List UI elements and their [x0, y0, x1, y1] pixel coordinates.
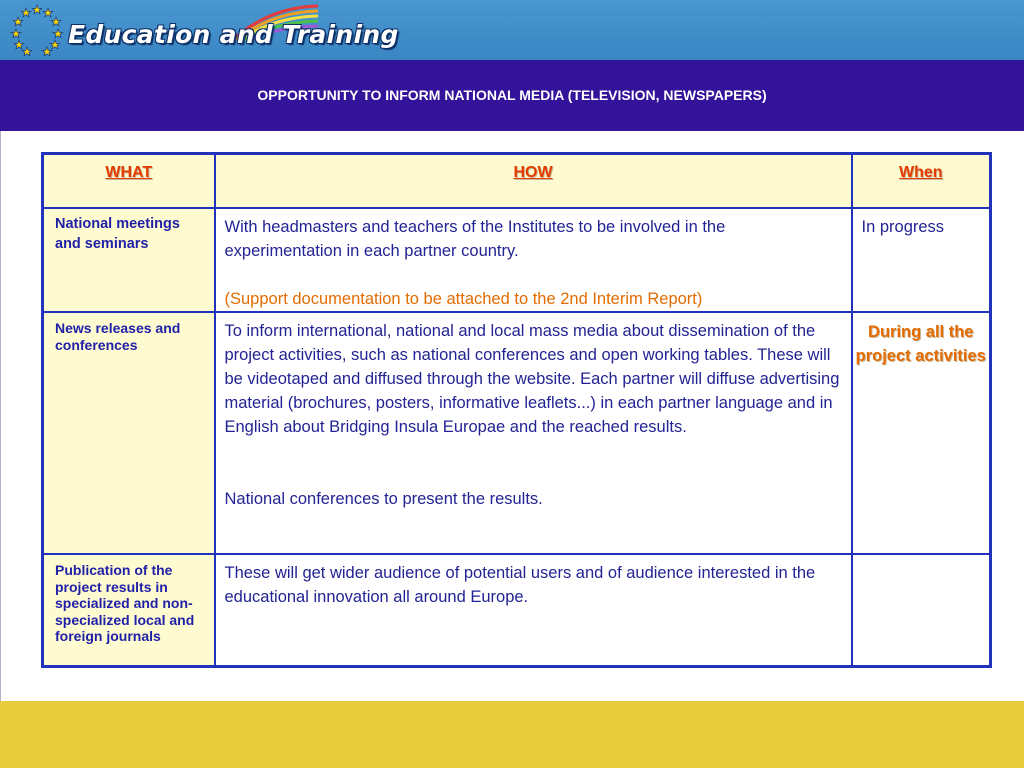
title-band [0, 60, 1024, 131]
header-bar [0, 0, 1024, 60]
eu-stars-flag-icon [10, 2, 64, 56]
row-how-cell [215, 554, 852, 666]
row-when-cell [852, 312, 991, 554]
how-note: National conferences to present the results. [224, 490, 543, 508]
brand-title: Education and Training [68, 20, 399, 49]
footer-band [0, 701, 1024, 768]
row-when-cell [852, 554, 991, 666]
left-divider [0, 131, 1, 701]
what-label: News releases and conferences [55, 320, 181, 353]
how-note: (Support documentation to be attached to the 2nd Interim Report) [224, 290, 703, 308]
row-what-cell [43, 312, 215, 554]
table-row [43, 554, 991, 666]
when-text: During all the project activities [855, 323, 986, 365]
column-header-how: HOW [215, 154, 852, 209]
table-row [43, 208, 991, 312]
column-header-what: WHAT [43, 154, 215, 209]
row-how-cell [215, 208, 852, 312]
row-what-cell [43, 554, 215, 666]
when-text: In progress [861, 218, 945, 236]
when-text [853, 555, 990, 559]
what-label: Publication of the project results in specialized and non-specialized local and foreign journals [55, 562, 195, 644]
how-text: These will get wider audience of potential users and of audience interested in the educational innovation all around Europe. [224, 564, 816, 606]
column-header-when: When [852, 154, 991, 209]
row-what-cell [43, 208, 215, 312]
how-text: To inform international, national and local mass media about dissemination of the project activities, such as national conferences and open working tables. These will be videotaped and diffused through the website. Each partner will diffuse advertising material (brochures, posters, informative leaflets...) in each partner language and in English about Bridging Insula Europae and the reached results. [224, 322, 840, 436]
slide-title: OPPORTUNITY TO INFORM NATIONAL MEDIA (TELEVISION, NEWSPAPERS) [257, 87, 767, 103]
media-plan-table [41, 152, 992, 668]
table-row [43, 312, 991, 554]
table-header-row [43, 154, 991, 209]
how-text: With headmasters and teachers of the Institutes to be involved in the experimentation in each partner country. [224, 218, 726, 260]
what-label: National meetings and seminars [55, 216, 180, 252]
row-when-cell [852, 208, 991, 312]
row-how-cell [215, 312, 852, 554]
